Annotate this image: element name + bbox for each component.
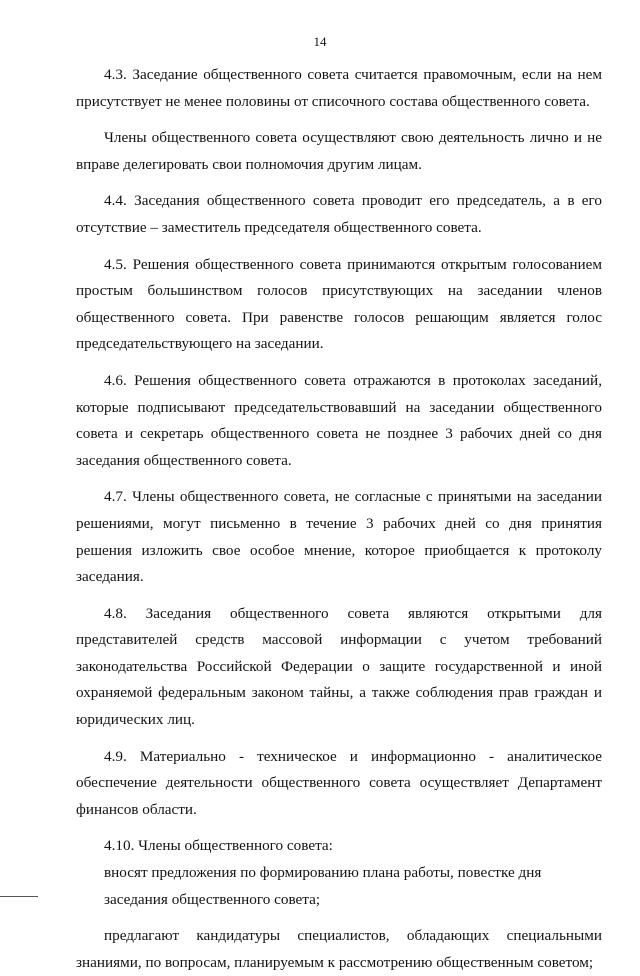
- paragraph-4-6: 4.6. Решения общественного совета отражаются в протоколах заседаний, которые подписывают председательствовавший на заседании общественного совета и секретарь общественного совета не позднее 3 рабочих дней со дня заседания общественного совета.: [76, 371, 602, 469]
- paragraph-4-10: 4.10. Члены общественного совета:: [104, 837, 333, 855]
- list-item-proposals-line-2: заседания общественного совета;: [104, 890, 321, 908]
- list-item-proposals-line-1: вносят предложения по формированию плана работы, повестке дня: [104, 864, 542, 882]
- paragraph-4-3: 4.3. Заседание общественного совета считается правомочным, если на нем присутствует не менее половины от списочного состава общественного совета.: [76, 66, 602, 110]
- document-body: [76, 62, 602, 976]
- paragraph-4-5: 4.5. Решения общественного совета принимаются открытым голосованием простым большинством голосов присутствующих на заседании членов общественного совета. При равенстве голосов решающим является голос председательствующего на заседании.: [76, 255, 602, 353]
- scan-edge-mark: [0, 896, 38, 897]
- paragraph-members-personal: Члены общественного совета осуществляют свою деятельность лично и не вправе делегировать свои полномочия другим лицам.: [76, 129, 602, 173]
- page-number: 14: [313, 34, 327, 49]
- paragraph-4-4: 4.4. Заседания общественного совета проводит его председатель, а в его отсутствие – заместитель председателя общественного совета.: [76, 192, 602, 236]
- paragraph-4-9: 4.9. Материально - техническое и информационно - аналитическое обеспечение деятельности общественного совета осуществляет Департамент финансов области.: [76, 747, 602, 818]
- paragraph-4-8: 4.8. Заседания общественного совета являются открытыми для представителей средств массовой информации с учетом требований законодательства Российской Федерации о защите государственной и иной охраняемой федеральным законом тайны, а также соблюдения прав граждан и юридических лиц.: [76, 604, 602, 729]
- list-item-candidates: предлагают кандидатуры специалистов, обладающих специальными знаниями, по вопросам, планируемым к рассмотрению общественным советом;: [76, 927, 602, 971]
- paragraph-4-7: 4.7. Члены общественного совета, не согласные с принятыми на заседании решениями, могут письменно в течение 3 рабочих дней со дня принятия решения изложить свое особое мнение, которое приобщается к протоколу заседания.: [76, 488, 602, 586]
